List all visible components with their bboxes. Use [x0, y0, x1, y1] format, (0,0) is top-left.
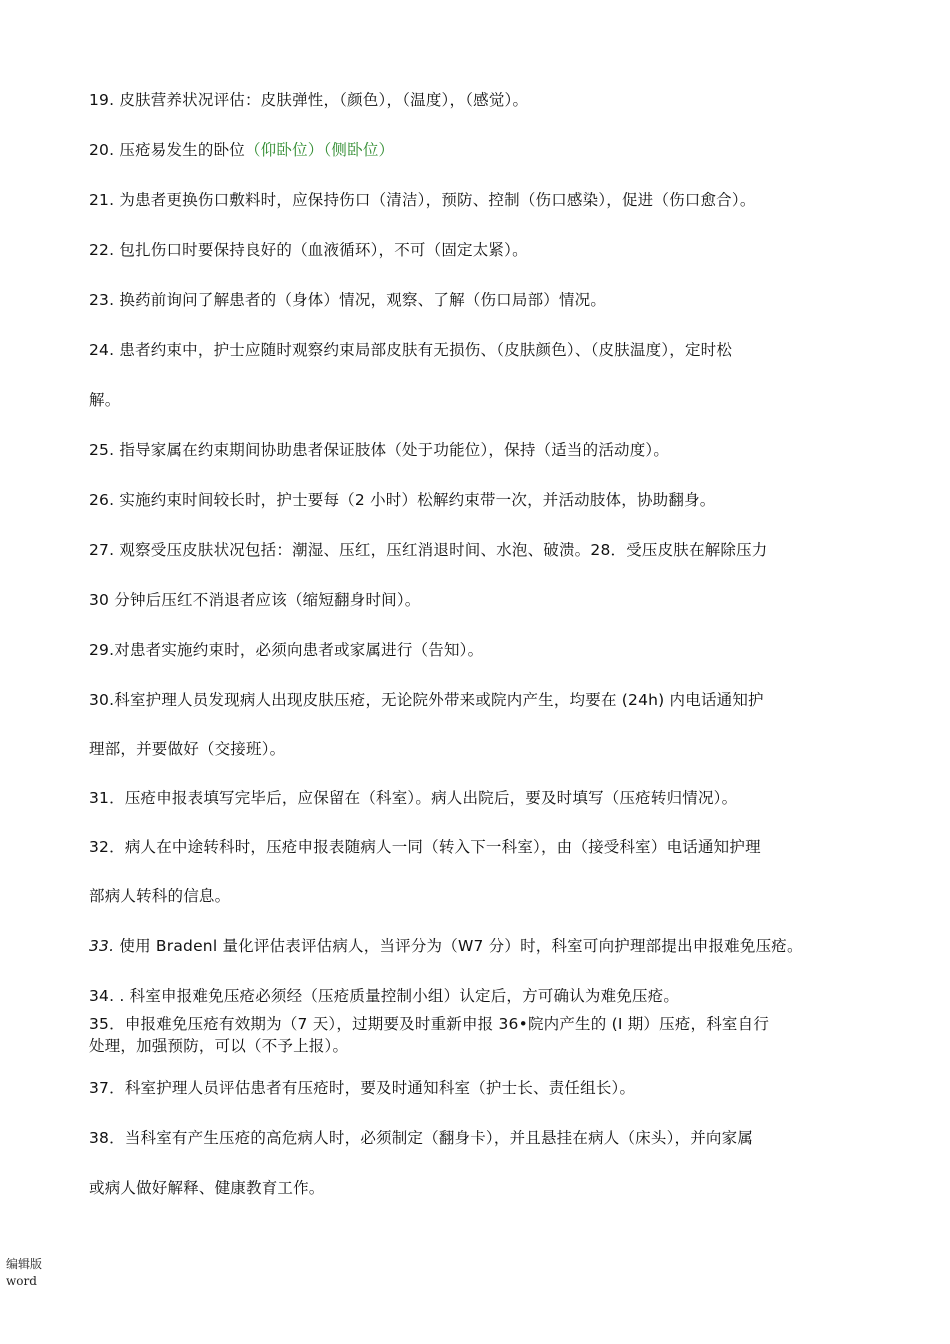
question-24-line2: 解。	[89, 391, 121, 409]
question-27-line2: 30 分钟后压红不消退者应该（缩短翻身时间）。	[89, 591, 421, 609]
question-33	[89, 936, 803, 956]
question-22: 22. 包扎伤口时要保持良好的（血液循环），不可（固定太紧）。	[89, 241, 528, 259]
question-35-line1: 35．申报难免压疮有效期为（7 天），过期要及时重新申报 36•院内产生的 (I 期）压疮，科室自行	[89, 1015, 770, 1033]
question-37: 37．科室护理人员评估患者有压疮时，要及时通知科室（护士长、责任组长）。	[89, 1079, 636, 1097]
question-31: 31．压疮申报表填写完毕后，应保留在（科室）。病人出院后，要及时填写（压疮转归情况）。	[89, 789, 738, 807]
question-24-line1: 24. 患者约束中，护士应随时观察约束局部皮肤有无损伤、（皮肤颜色）、（皮肤温度），定时松	[89, 341, 733, 359]
question-33-text: 使用 Bradenl 量化评估表评估病人，当评分为（W7 分）时，科室可向护理部提出申报难免压疮。	[114, 937, 803, 955]
question-35-line2: 处理，加强预防，可以（不予上报）。	[89, 1037, 349, 1055]
question-19: 19. 皮肤营养状况评估：皮肤弹性，（颜色），（温度），（感觉）。	[89, 91, 529, 109]
question-34: 34. . 科室申报难免压疮必须经（压疮质量控制小组）认定后，方可确认为难免压疮。	[89, 987, 680, 1005]
question-21: 21. 为患者更换伤口敷料时，应保持伤口（清洁），预防、控制（伤口感染），促进（伤口愈合）。	[89, 191, 756, 209]
question-33-number: 33.	[89, 937, 115, 955]
question-32-line1: 32．病人在中途转科时，压疮申报表随病人一同（转入下一科室），由（接受科室）电话通知护理	[89, 838, 761, 856]
question-30-line2: 理部，并要做好（交接班）。	[89, 740, 286, 758]
question-32-line2: 部病人转科的信息。	[89, 887, 231, 905]
question-20-answer: （仰卧位）（侧卧位）	[244, 141, 395, 159]
question-20-text: 20. 压疮易发生的卧位	[89, 141, 245, 159]
question-38-line2: 或病人做好解释、健康教育工作。	[89, 1179, 325, 1197]
footer-label-1: 编辑版	[6, 1257, 43, 1271]
question-20	[89, 140, 394, 160]
question-25: 25. 指导家属在约束期间协助患者保证肢体（处于功能位），保持（适当的活动度）。	[89, 441, 670, 459]
question-38-line1: 38．当科室有产生压疮的高危病人时，必须制定（翻身卡），并且悬挂在病人（床头），并向家属	[89, 1129, 754, 1147]
question-30-line1: 30.科室护理人员发现病人出现皮肤压疮，无论院外带来或院内产生，均要在 (24h) 内电话通知护	[89, 691, 764, 709]
question-26: 26. 实施约束时间较长时，护士要每（2 小时）松解约束带一次，并活动肢体，协助翻身。	[89, 491, 716, 509]
question-27-line1: 27. 观察受压皮肤状况包括：潮湿、压红，压红消退时间、水泡、破溃。28．受压皮肤在解除压力	[89, 541, 768, 559]
question-29: 29.对患者实施约束时，必须向患者或家属进行（告知）。	[89, 641, 484, 659]
footer-label-2: word	[6, 1274, 37, 1288]
question-23: 23. 换药前询问了解患者的（身体）情况，观察、了解（伤口局部）情况。	[89, 291, 607, 309]
